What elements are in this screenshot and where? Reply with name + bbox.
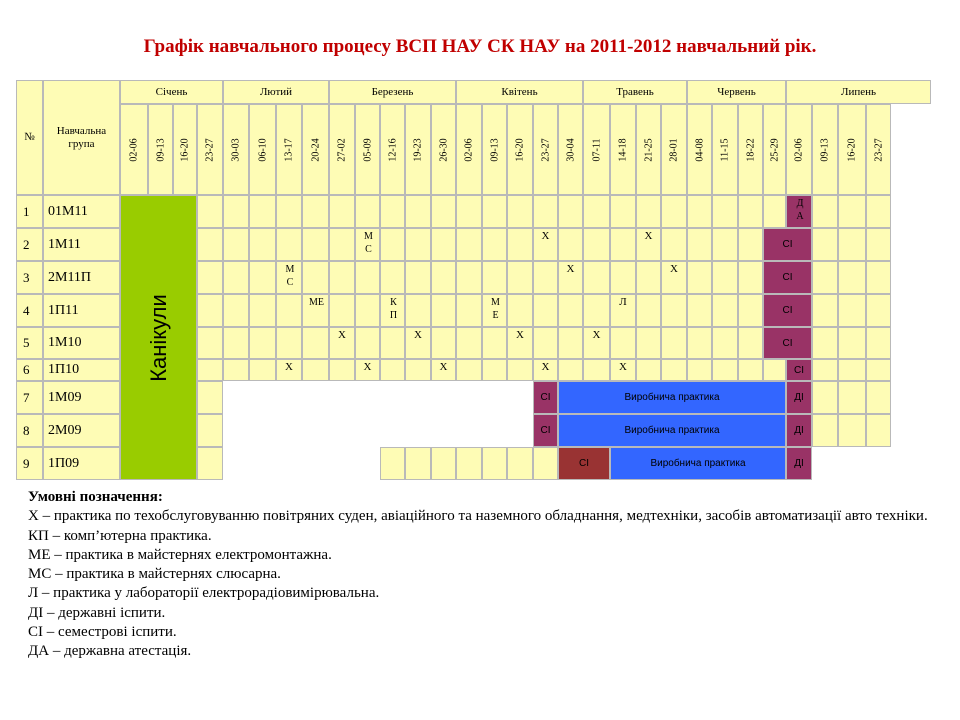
week-header-label: 05-09 (362, 137, 373, 162)
schedule-cell (507, 195, 533, 228)
di-block: ДІ (786, 381, 812, 414)
mark-x: Х (431, 359, 456, 381)
week-header-label: 16-20 (179, 137, 191, 162)
legend-line-di: ДІ – державні іспити. (28, 604, 166, 621)
schedule-cell (405, 294, 431, 327)
schedule-cell (329, 195, 355, 228)
schedule-cell (738, 228, 763, 261)
schedule-cell (197, 327, 223, 359)
mark-x: Х (405, 327, 431, 359)
week-header (610, 104, 636, 195)
schedule-cell (661, 327, 687, 359)
schedule-cell (712, 359, 738, 381)
mark-x: Х (533, 228, 558, 261)
schedule-cell (482, 195, 507, 228)
legend-line-da: ДА – державна атестація. (28, 643, 192, 660)
schedule-cell (355, 195, 380, 228)
week-header (533, 104, 558, 195)
week-header (456, 104, 482, 195)
schedule-cell (197, 359, 223, 381)
schedule-cell (812, 261, 838, 294)
schedule-cell (661, 359, 687, 381)
week-header-label: 26-30 (438, 137, 449, 162)
schedule-cell (249, 195, 276, 228)
week-header-label: 21-25 (643, 137, 654, 162)
schedule-cell (482, 261, 507, 294)
month-header: Січень (120, 80, 223, 104)
schedule-cell (249, 327, 276, 359)
schedule-cell (380, 359, 405, 381)
schedule-cell (712, 327, 738, 359)
schedule-cell (197, 195, 223, 228)
schedule-cell (738, 195, 763, 228)
schedule-cell (482, 447, 507, 480)
week-header-label: 09-13 (155, 137, 166, 162)
row-number: 5 (16, 327, 43, 359)
schedule-cell (355, 294, 380, 327)
week-header (482, 104, 507, 195)
week-header (738, 104, 763, 195)
legend-line-kp: КП – комп’ютерна практика. (28, 527, 212, 544)
schedule-cell (380, 228, 405, 261)
schedule-cell (738, 327, 763, 359)
schedule-cell (482, 327, 507, 359)
schedule-cell (661, 228, 687, 261)
row-group: 1П10 (43, 359, 120, 381)
mark-x: Х (355, 359, 380, 381)
week-header (355, 104, 380, 195)
mark-l: Л (610, 294, 636, 327)
schedule-cell (223, 294, 249, 327)
schedule-cell (610, 228, 636, 261)
row-group: 1М11 (43, 228, 120, 261)
week-header (431, 104, 456, 195)
ci-block: СІ (763, 327, 812, 359)
schedule-cell (636, 327, 661, 359)
mark-x: Х (583, 327, 610, 359)
week-header-label: 30-03 (230, 137, 242, 162)
schedule-cell (838, 414, 866, 447)
schedule-cell (712, 261, 738, 294)
week-header (197, 104, 223, 195)
week-header (249, 104, 276, 195)
ci-block: СІ (786, 359, 812, 381)
ci-block: СІ (533, 381, 558, 414)
di-block: ДІ (786, 447, 812, 480)
week-header (173, 104, 197, 195)
row-number: 2 (16, 228, 43, 261)
schedule-cell (583, 228, 610, 261)
schedule-cell (456, 294, 482, 327)
week-header (223, 104, 249, 195)
schedule-cell (610, 261, 636, 294)
schedule-cell (866, 195, 891, 228)
schedule-cell (223, 228, 249, 261)
practice-block: Виробнича практика (610, 447, 786, 480)
week-header-label: 09-13 (489, 137, 500, 162)
month-header: Червень (687, 80, 786, 104)
week-header-label: 14-18 (617, 137, 629, 162)
week-header (687, 104, 712, 195)
week-header-label: 16-20 (846, 137, 858, 162)
schedule-cell (533, 294, 558, 327)
schedule-cell (456, 447, 482, 480)
schedule-cell (838, 195, 866, 228)
schedule-cell (812, 228, 838, 261)
week-header-label: 23-27 (540, 137, 551, 162)
week-header (838, 104, 866, 195)
schedule-cell (405, 447, 431, 480)
week-header (712, 104, 738, 195)
schedule-cell (431, 195, 456, 228)
schedule-cell (838, 261, 866, 294)
schedule-cell (431, 228, 456, 261)
schedule-cell (507, 447, 533, 480)
ci-block: СІ (763, 228, 812, 261)
vacation-block-label: Канікули (145, 293, 171, 382)
week-header-label: 07-11 (591, 138, 602, 161)
schedule-cell (558, 359, 583, 381)
vacation-block (120, 195, 197, 480)
schedule-cell (866, 359, 891, 381)
ci-block: СІ (763, 294, 812, 327)
schedule-cell (507, 228, 533, 261)
row-number: 3 (16, 261, 43, 294)
schedule-cell (329, 359, 355, 381)
month-header: Квітень (456, 80, 583, 104)
week-header (812, 104, 838, 195)
schedule-cell (687, 327, 712, 359)
schedule-cell (687, 195, 712, 228)
schedule-cell (838, 228, 866, 261)
schedule-cell (687, 359, 712, 381)
da-block: ДА (786, 195, 812, 228)
schedule-cell (302, 327, 329, 359)
schedule-cell (380, 195, 405, 228)
mark-x: Х (610, 359, 636, 381)
ci-block: СІ (558, 447, 610, 480)
schedule-cell (380, 447, 405, 480)
month-header: Травень (583, 80, 687, 104)
row-group: 1П11 (43, 294, 120, 327)
schedule-cell (302, 261, 329, 294)
week-header (866, 104, 891, 195)
schedule-cell (405, 228, 431, 261)
schedule-cell (812, 195, 838, 228)
week-header-label: 12-16 (387, 137, 398, 162)
mark-x: Х (533, 359, 558, 381)
week-header-label: 28-01 (668, 137, 680, 162)
week-header-label: 30-04 (565, 137, 576, 162)
mark-me: МЕ (302, 294, 329, 327)
schedule-cell (431, 327, 456, 359)
schedule-cell (866, 414, 891, 447)
schedule-cell (456, 261, 482, 294)
schedule-cell (661, 195, 687, 228)
legend-line-l: Л – практика у лабораторії електрорадіовимірювальна. (28, 585, 380, 602)
month-header: Липень (786, 80, 931, 104)
week-header-label: 04-08 (694, 137, 705, 162)
schedule-cell (456, 327, 482, 359)
week-header (583, 104, 610, 195)
mark-x: Х (507, 327, 533, 359)
practice-block: Виробнича практика (558, 414, 786, 447)
schedule-cell (431, 447, 456, 480)
schedule-cell (866, 228, 891, 261)
schedule-cell (302, 359, 329, 381)
schedule-cell (249, 228, 276, 261)
week-header (763, 104, 786, 195)
schedule-cell (223, 327, 249, 359)
ci-block: СІ (763, 261, 812, 294)
schedule-cell (249, 359, 276, 381)
week-header (405, 104, 431, 195)
mark-x: Х (661, 261, 687, 294)
schedule-cell (712, 294, 738, 327)
schedule-cell (812, 381, 838, 414)
row-group: 2М11П (43, 261, 120, 294)
schedule-cell (687, 294, 712, 327)
schedule-cell (249, 294, 276, 327)
mark-me: МЕ (482, 294, 507, 327)
schedule-cell (329, 228, 355, 261)
schedule-cell (197, 261, 223, 294)
week-header-label: 02-06 (463, 137, 475, 162)
week-header (120, 104, 148, 195)
week-header-label: 23-27 (204, 137, 216, 162)
schedule-cell (329, 261, 355, 294)
schedule-cell (558, 228, 583, 261)
row-group: 1М10 (43, 327, 120, 359)
schedule-cell (636, 294, 661, 327)
schedule-cell (380, 327, 405, 359)
practice-block: Виробнича практика (558, 381, 786, 414)
week-header-label: 25-29 (769, 137, 780, 162)
row-number: 7 (16, 381, 43, 414)
schedule-cell (456, 195, 482, 228)
schedule-cell (712, 195, 738, 228)
schedule-cell (533, 261, 558, 294)
schedule-cell (405, 261, 431, 294)
mark-x: Х (276, 359, 302, 381)
legend-line-x: Х – практика по техобслуговуванню повітряних суден, авіаційного та наземного обладнання, медтехніки, засобів автоматизації авто техніки. (28, 508, 928, 525)
schedule-cell (636, 261, 661, 294)
col-header-group: Навчальна група (43, 80, 120, 195)
schedule-cell (583, 294, 610, 327)
month-header: Лютий (223, 80, 329, 104)
legend-line-me: МЕ – практика в майстернях електромонтажна. (28, 546, 332, 563)
row-number: 4 (16, 294, 43, 327)
row-group: 1П09 (43, 447, 120, 480)
schedule-cell (583, 261, 610, 294)
schedule-cell (302, 195, 329, 228)
week-header-label: 11-15 (719, 138, 731, 161)
week-header (507, 104, 533, 195)
schedule-cell (223, 359, 249, 381)
week-header-label: 20-24 (310, 137, 321, 162)
schedule-cell (687, 261, 712, 294)
schedule-cell (197, 228, 223, 261)
week-header-label: 16-20 (514, 137, 526, 162)
schedule-cell (405, 359, 431, 381)
schedule-cell (276, 294, 302, 327)
schedule-cell (533, 447, 558, 480)
schedule-cell (583, 195, 610, 228)
schedule-cell (558, 294, 583, 327)
week-header-label: 27-02 (336, 137, 348, 162)
schedule-cell (197, 294, 223, 327)
mark-mc: МС (355, 228, 380, 261)
schedule-cell (329, 294, 355, 327)
page-title: Графік навчального процесу ВСП НАУ СК НАУ на 2011-2012 навчальний рік. (143, 36, 817, 57)
week-header (636, 104, 661, 195)
schedule-cell (712, 228, 738, 261)
legend-line-ci: СІ – семестрові іспити. (28, 624, 177, 641)
schedule-cell (249, 261, 276, 294)
schedule-cell (738, 294, 763, 327)
di-block: ДІ (786, 414, 812, 447)
schedule-cell (507, 294, 533, 327)
week-header (661, 104, 687, 195)
schedule-cell (838, 381, 866, 414)
schedule-cell (276, 327, 302, 359)
week-header (380, 104, 405, 195)
schedule-cell (610, 327, 636, 359)
schedule-cell (812, 414, 838, 447)
week-header-label: 02-06 (128, 137, 140, 162)
schedule-cell (302, 228, 329, 261)
row-group: 01М11 (43, 195, 120, 228)
schedule-cell (866, 294, 891, 327)
schedule-cell (507, 359, 533, 381)
week-header (329, 104, 355, 195)
month-header: Березень (329, 80, 456, 104)
legend-line-mc: МС – практика в майстернях слюсарна. (28, 566, 281, 583)
schedule-cell (355, 327, 380, 359)
row-group: 1М09 (43, 381, 120, 414)
schedule-cell (738, 359, 763, 381)
schedule-cell (456, 359, 482, 381)
week-header-label: 06-10 (257, 137, 268, 162)
week-header-label: 02-06 (793, 137, 805, 162)
schedule-cell (558, 327, 583, 359)
schedule-cell (838, 359, 866, 381)
schedule-cell (431, 261, 456, 294)
week-header (302, 104, 329, 195)
schedule-cell (866, 381, 891, 414)
row-number: 6 (16, 359, 43, 381)
schedule-cell (533, 195, 558, 228)
schedule-cell (197, 414, 223, 447)
schedule-cell (838, 327, 866, 359)
week-header-label: 09-13 (819, 137, 831, 162)
week-header (558, 104, 583, 195)
week-header-label: 18-22 (745, 137, 756, 162)
schedule-cell (197, 381, 223, 414)
schedule-cell (636, 195, 661, 228)
mark-kp: КП (380, 294, 405, 327)
schedule-cell (533, 327, 558, 359)
mark-mc: МС (276, 261, 302, 294)
ci-block: СІ (533, 414, 558, 447)
schedule-cell (355, 261, 380, 294)
schedule-cell (866, 261, 891, 294)
schedule-cell (482, 228, 507, 261)
schedule-cell (610, 195, 636, 228)
legend-heading: Умовні позначення: (28, 489, 163, 505)
week-header (786, 104, 812, 195)
row-number: 9 (16, 447, 43, 480)
row-group: 2М09 (43, 414, 120, 447)
schedule-cell (763, 195, 786, 228)
row-number: 8 (16, 414, 43, 447)
schedule-cell (276, 228, 302, 261)
schedule-cell (838, 294, 866, 327)
week-header-label: 19-23 (412, 137, 424, 162)
schedule-cell (738, 261, 763, 294)
schedule-cell (380, 261, 405, 294)
week-header (148, 104, 173, 195)
schedule-cell (456, 228, 482, 261)
schedule-cell (197, 447, 223, 480)
row-number: 1 (16, 195, 43, 228)
schedule-cell (812, 359, 838, 381)
schedule-cell (763, 359, 786, 381)
schedule-cell (431, 294, 456, 327)
mark-x: Х (329, 327, 355, 359)
col-header-number: № (16, 80, 43, 195)
schedule-cell (482, 359, 507, 381)
schedule-cell (687, 228, 712, 261)
week-header-label: 23-27 (873, 137, 884, 162)
week-header (276, 104, 302, 195)
schedule-cell (405, 195, 431, 228)
schedule-cell (558, 195, 583, 228)
schedule-cell (636, 359, 661, 381)
mark-x: Х (636, 228, 661, 261)
mark-x: Х (558, 261, 583, 294)
schedule-cell (223, 195, 249, 228)
schedule-cell (223, 261, 249, 294)
schedule-cell (661, 294, 687, 327)
schedule-cell (583, 359, 610, 381)
schedule-cell (507, 261, 533, 294)
schedule-cell (866, 327, 891, 359)
schedule-cell (812, 327, 838, 359)
week-header-label: 13-17 (283, 137, 295, 162)
schedule-cell (276, 195, 302, 228)
schedule-cell (812, 294, 838, 327)
legend (28, 488, 948, 662)
